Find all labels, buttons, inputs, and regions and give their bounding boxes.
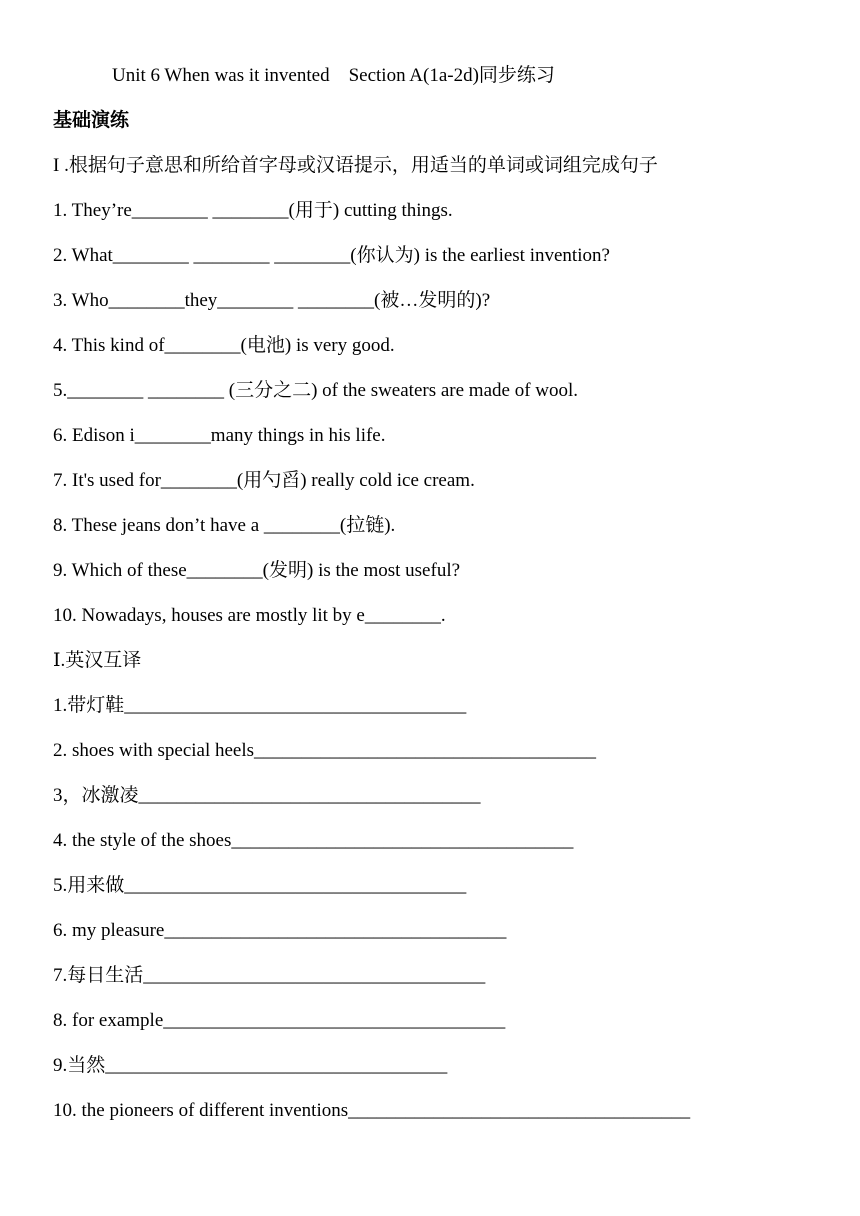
translation-item-6: 6. my pleasure____________________________________ [53, 920, 507, 941]
part1-instruction: I .根据句子意思和所给首字母或汉语提示，用适当的单词或词组完成句子 [53, 155, 658, 176]
fill-blank-item-6: 6. Edison i________many things in his life. [53, 425, 386, 446]
translation-item-7: 7.每日生活____________________________________ [53, 965, 486, 986]
translation-item-9: 9.当然____________________________________ [53, 1055, 448, 1076]
fill-blank-item-9: 9. Which of these________(发明) is the most useful? [53, 560, 461, 581]
fill-blank-item-3: 3. Who________they________ ________(被…发明的)? [53, 290, 491, 311]
translation-item-4: 4. the style of the shoes____________________________________ [53, 830, 574, 851]
fill-blank-item-8: 8. These jeans don’t have a ________(拉链). [53, 515, 396, 536]
worksheet-title: Unit 6 When was it invented Section A(1a-2d)同步练习 [112, 65, 555, 86]
part2-instruction: Ⅰ.英汉互译 [53, 650, 142, 671]
translation-item-2: 2. shoes with special heels____________________________________ [53, 740, 597, 761]
translation-item-8: 8. for example____________________________________ [53, 1010, 506, 1031]
translation-item-5: 5.用来做____________________________________ [53, 875, 467, 896]
translation-item-10: 10. the pioneers of different inventions____________________________________ [53, 1100, 691, 1121]
fill-blank-item-2: 2. What________ ________ ________(你认为) is the earliest invention? [53, 245, 610, 266]
fill-blank-item-10: 10. Nowadays, houses are mostly lit by e________. [53, 605, 446, 626]
translation-item-3: 3，冰激凌____________________________________ [53, 785, 481, 806]
fill-blank-item-1: 1. They’re________ ________(用于) cutting things. [53, 200, 453, 221]
fill-blank-item-5: 5.________ ________ (三分之二) of the sweaters are made of wool. [53, 380, 579, 401]
section-heading: 基础演练 [53, 110, 130, 131]
fill-blank-item-7: 7. It's used for________(用勺舀) really cold ice cream. [53, 470, 475, 491]
translation-item-1: 1.带灯鞋____________________________________ [53, 695, 467, 716]
fill-blank-item-4: 4. This kind of________(电池) is very good. [53, 335, 395, 356]
